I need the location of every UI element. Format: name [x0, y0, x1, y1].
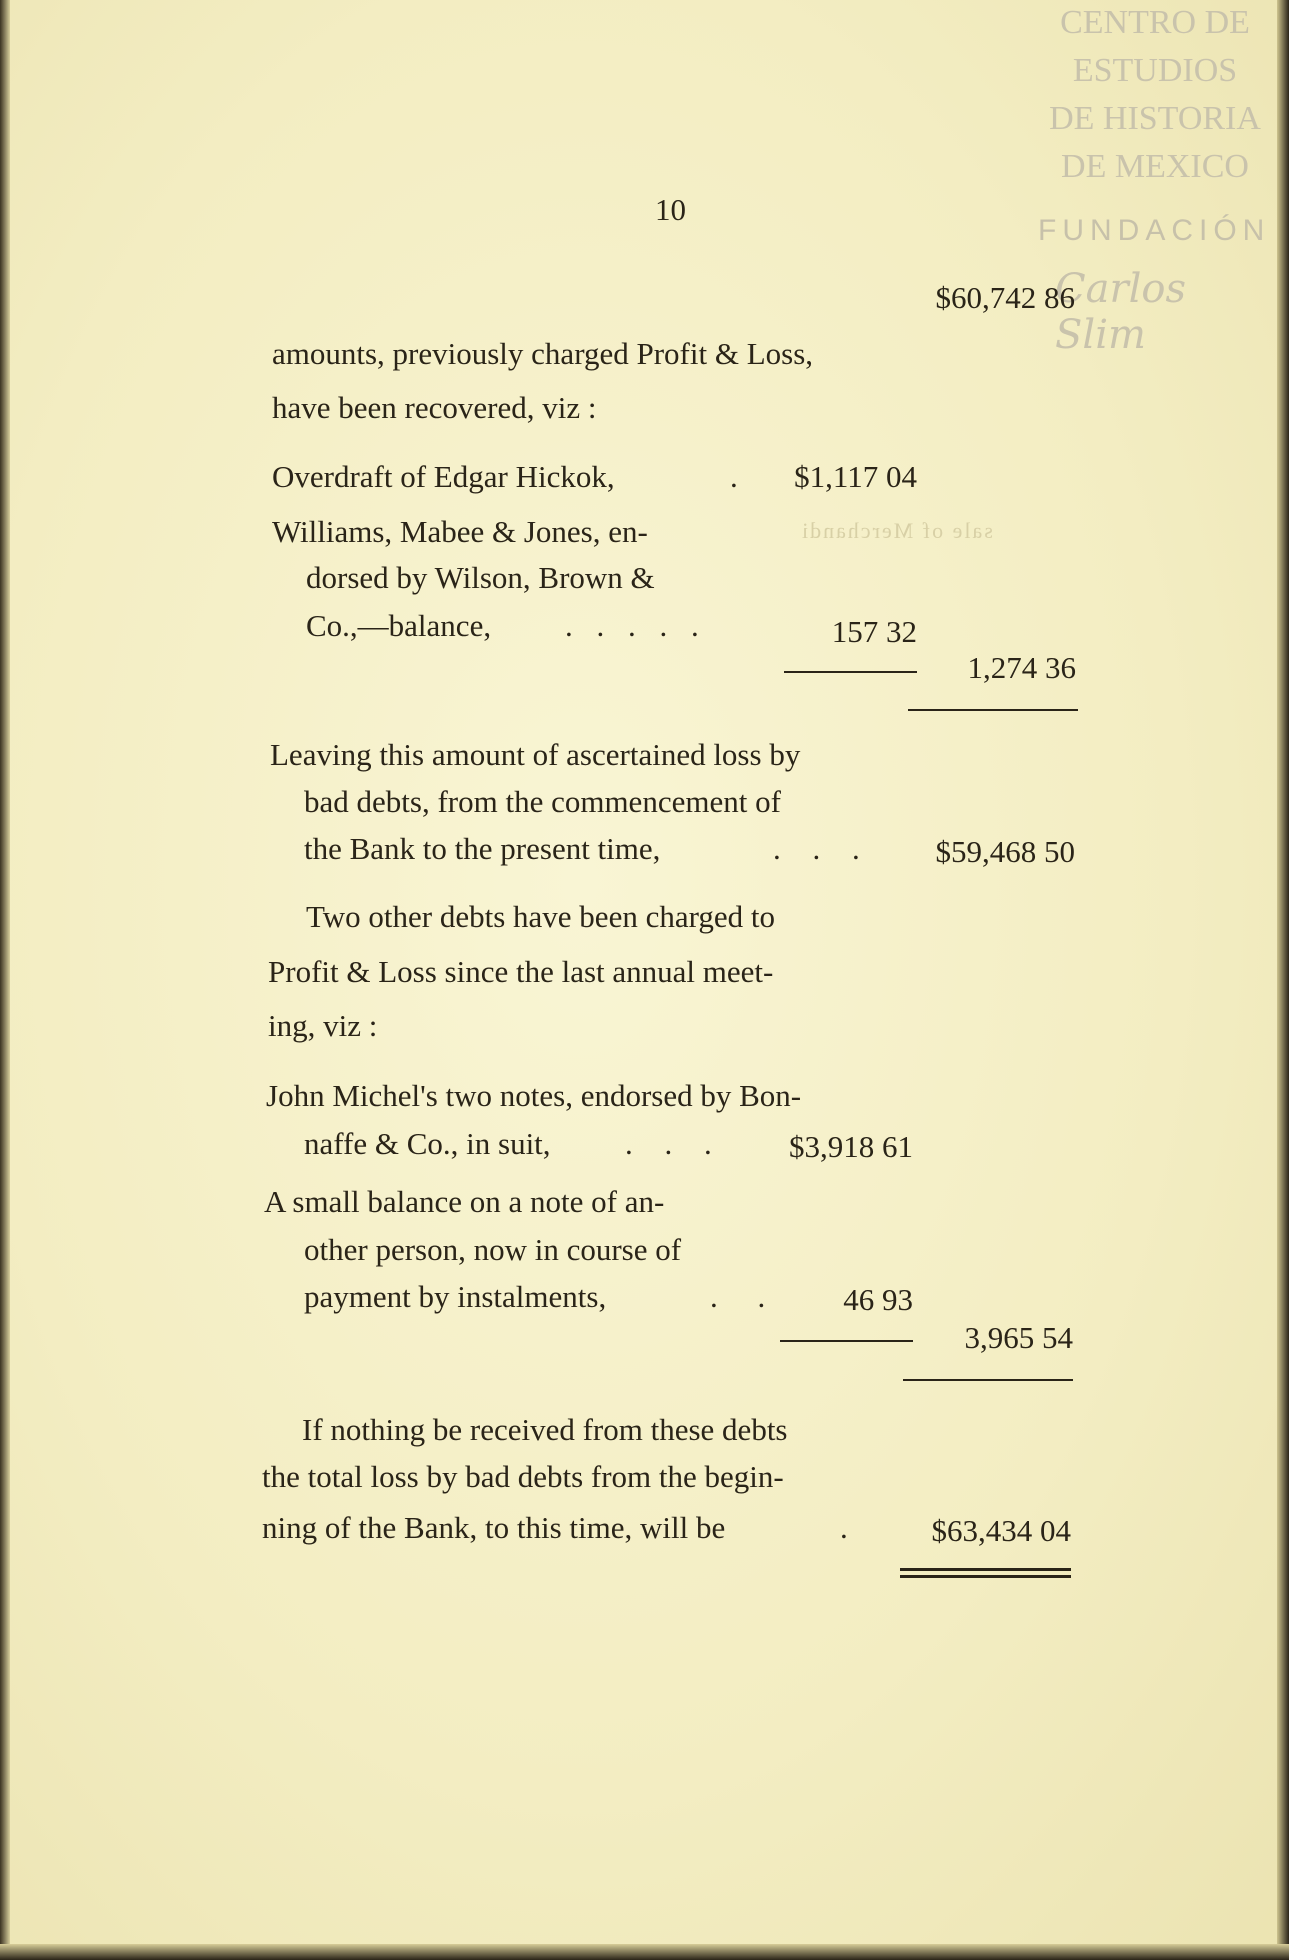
other-item-1-amount: $3,918 61	[789, 1129, 913, 1164]
recovered-item-2-dots: . . . . .	[565, 608, 707, 643]
watermark-line-2: ESTUDIOS	[1072, 52, 1238, 89]
leaving-line-1: Leaving this amount of ascertained loss by	[270, 737, 801, 772]
final-double-rule-top	[900, 1568, 1071, 1571]
two-other-line-3: ing, viz :	[268, 1008, 378, 1043]
recovered-item-2-line-3: Co.,—balance,	[306, 608, 492, 643]
recovered-item-2-line-1: Williams, Mabee & Jones, en-	[272, 514, 648, 549]
two-other-line-1: Two other debts have been charged to	[306, 899, 775, 934]
watermark-line-1: CENTRO DE	[1060, 4, 1250, 41]
watermark-fundacion: FUNDACIÓN	[1038, 214, 1271, 247]
intro-line-1: amounts, previously charged Profit & Loss,	[272, 336, 814, 371]
page-edge-left	[0, 0, 10, 1960]
watermark-line-4: DE MEXICO	[1061, 148, 1249, 185]
two-other-line-2: Profit & Loss since the last annual meet-	[268, 954, 774, 989]
other-item-1-line-1: John Michel's two notes, endorsed by Bon-	[266, 1078, 802, 1113]
leaving-dots: . . .	[773, 831, 872, 866]
leaving-amount: $59,468 50	[935, 834, 1075, 869]
page-number: 10	[655, 192, 686, 227]
final-amount: $63,434 04	[931, 1513, 1071, 1548]
recovered-item-2-amount: 157 32	[831, 614, 917, 649]
other-total: 3,965 54	[964, 1320, 1073, 1355]
recovered-total: 1,274 36	[967, 650, 1076, 685]
other-item-2-amount: 46 93	[843, 1282, 913, 1317]
final-double-rule-bottom	[900, 1575, 1071, 1578]
final-dots: .	[840, 1510, 848, 1545]
recovered-item-1-amount: $1,117 04	[794, 459, 917, 494]
recovered-item-2-line-2: dorsed by Wilson, Brown &	[306, 560, 655, 595]
leaving-line-3: the Bank to the present time,	[304, 831, 661, 866]
other-item-2-line-2: other person, now in course of	[304, 1232, 682, 1267]
final-line-2: the total loss by bad debts from the begin-	[262, 1459, 784, 1494]
watermark-line-3: DE HISTORIA	[1049, 100, 1261, 137]
page-edge-bottom	[0, 1944, 1289, 1960]
other-item-1-dots: . . .	[625, 1126, 724, 1161]
other-item-1-line-2: naffe & Co., in suit,	[304, 1126, 551, 1161]
final-line-1: If nothing be received from these debts	[302, 1412, 788, 1447]
other-item-2-line-3: payment by instalments,	[304, 1279, 607, 1314]
carried-total: $60,742 86	[935, 280, 1075, 315]
other-item-2-dots: . .	[710, 1279, 782, 1314]
recovered-item-1-dots: .	[730, 459, 738, 494]
watermark-signature: Carlos Slim	[1055, 266, 1186, 358]
bleed-through-text: sale of Merchandi	[800, 518, 993, 543]
recovered-item-1-text: Overdraft of Edgar Hickok,	[272, 459, 615, 494]
leaving-line-2: bad debts, from the commencement of	[304, 784, 781, 819]
other-item-2-line-1: A small balance on a note of an-	[264, 1184, 665, 1219]
intro-line-2: have been recovered, viz :	[272, 390, 597, 425]
total-rule-1	[908, 709, 1078, 711]
final-line-3: ning of the Bank, to this time, will be	[262, 1510, 726, 1545]
total-rule-2	[903, 1379, 1073, 1381]
